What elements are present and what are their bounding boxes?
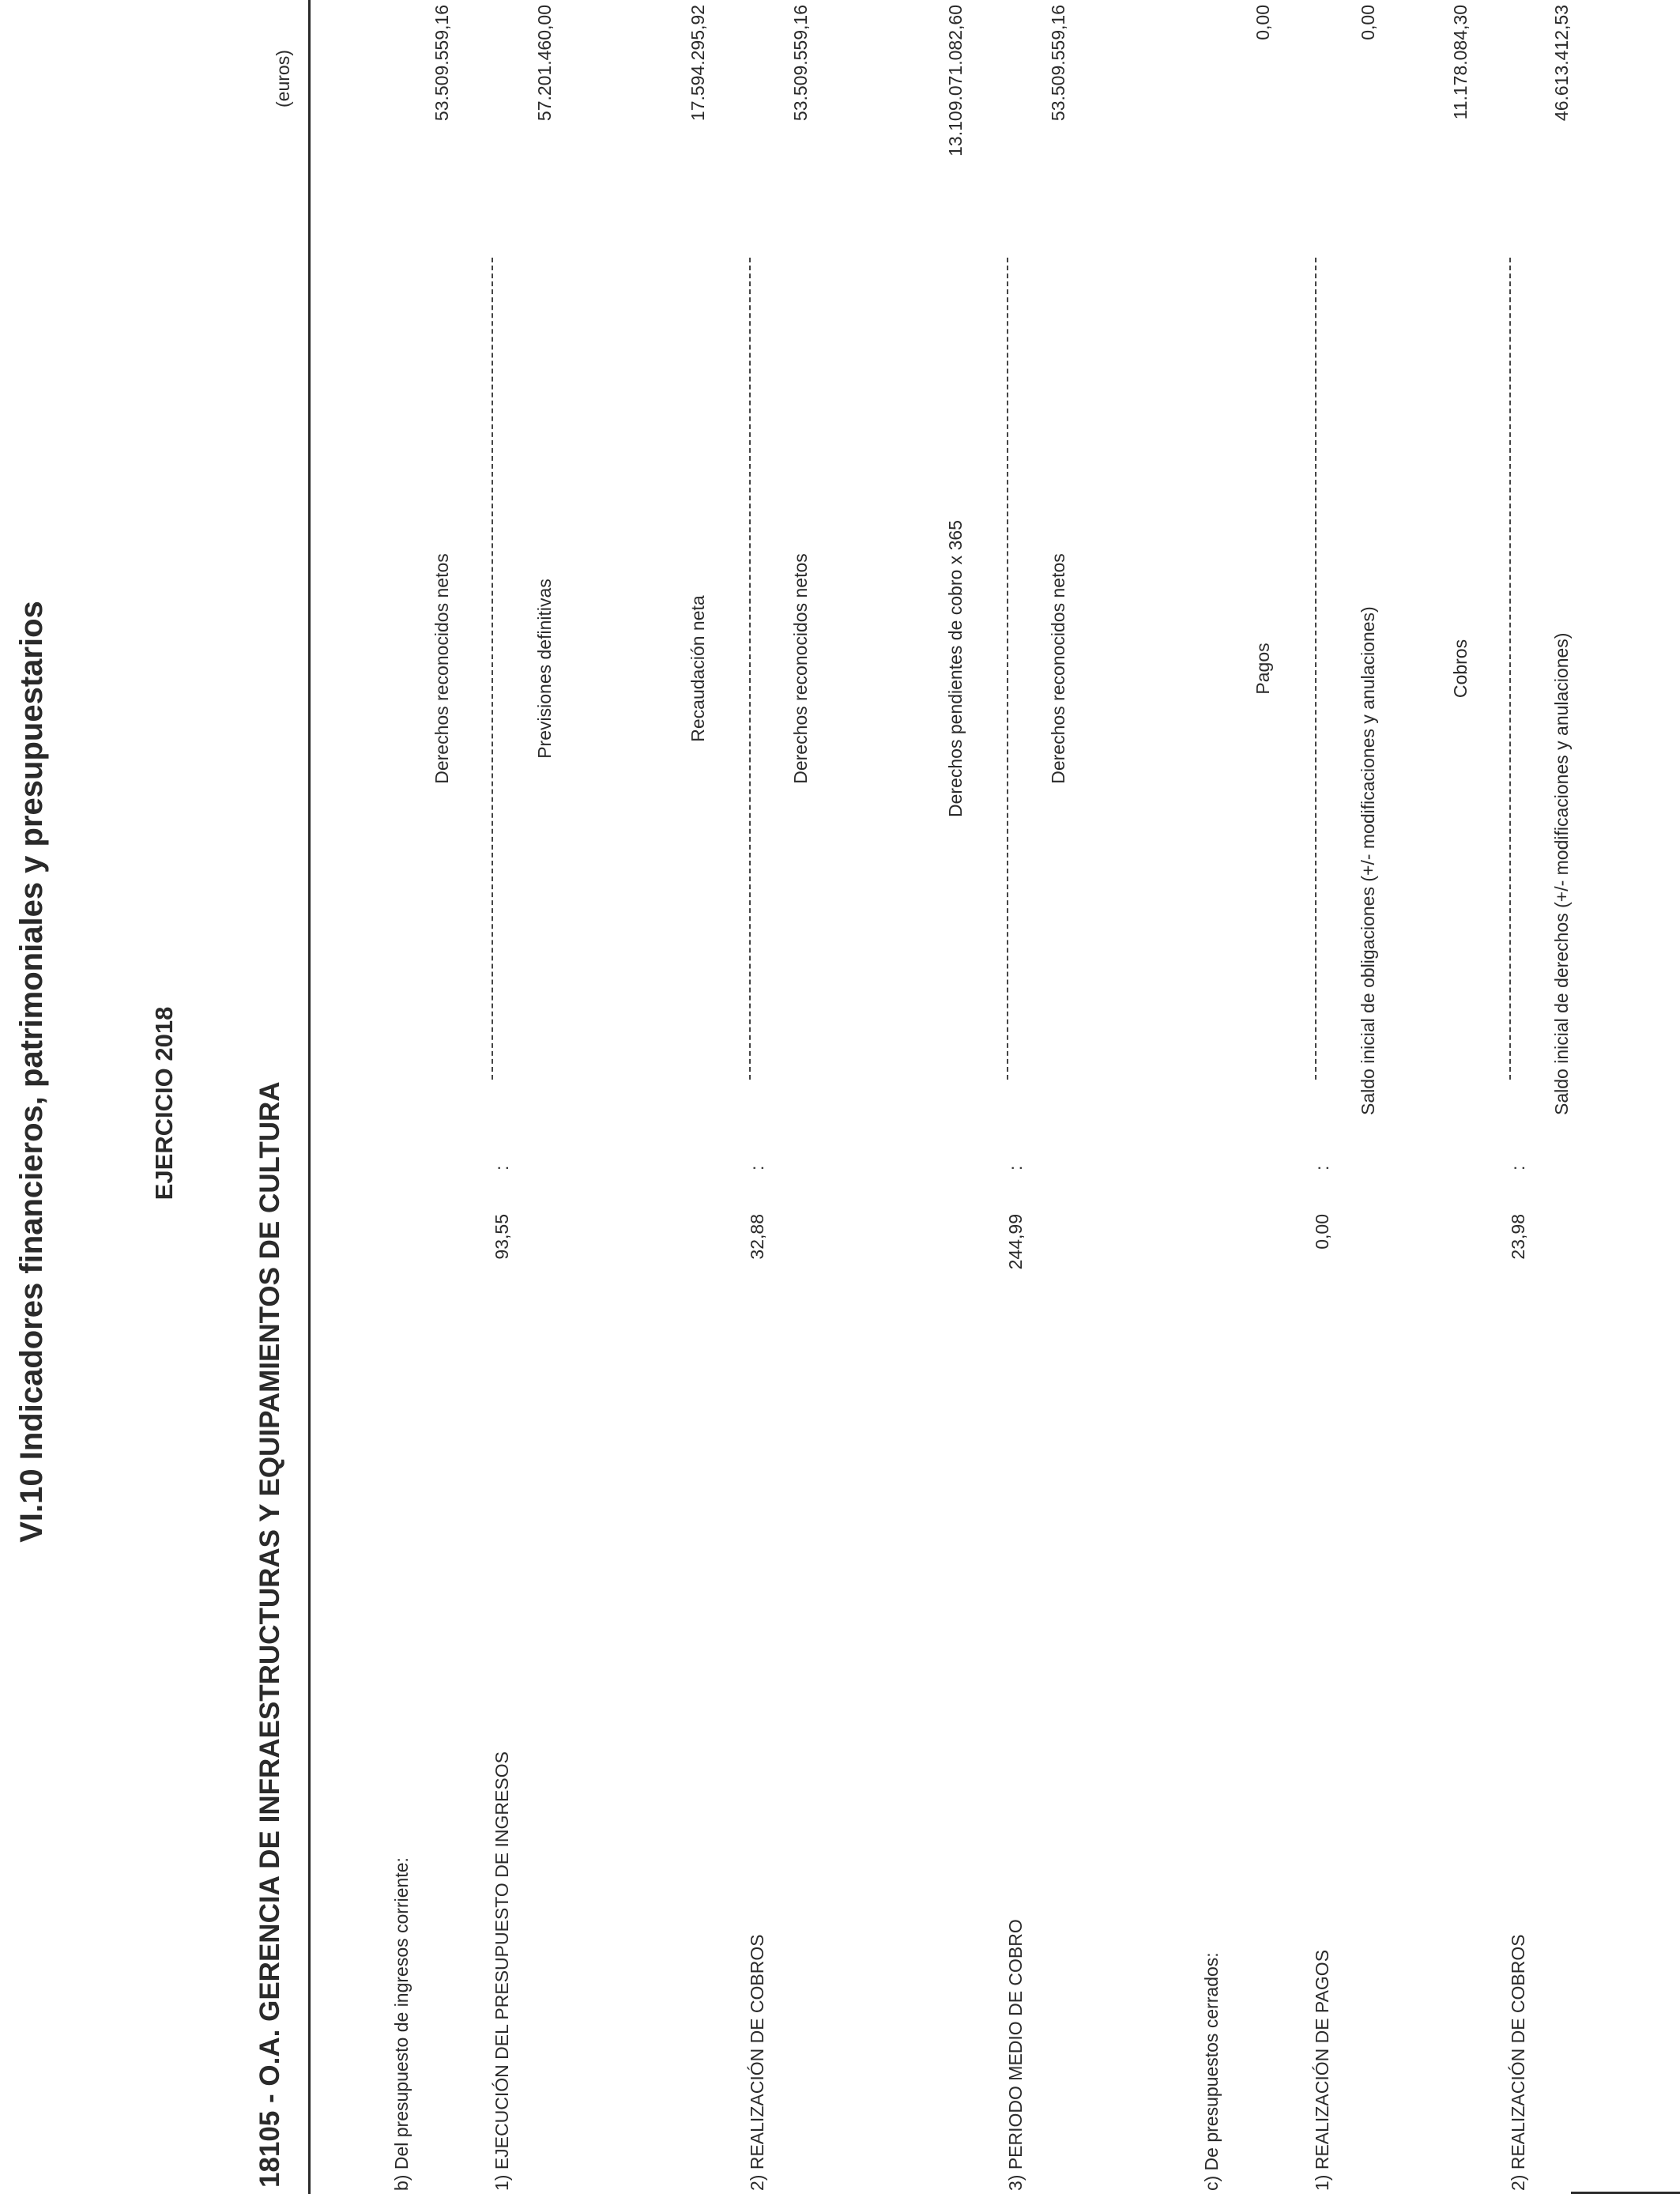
- currency-unit: (euros): [273, 50, 293, 107]
- denominator-label: Saldo inicial de obligaciones (+/- modificaciones y anulaciones): [1358, 606, 1378, 1115]
- numerator-value: 53.509.559,16: [431, 5, 452, 122]
- fraction-line: [1007, 258, 1008, 1080]
- fraction-line: [492, 258, 493, 1080]
- numerator-label: Pagos: [1252, 643, 1273, 695]
- indicator-value: 244,99: [1005, 1214, 1026, 1270]
- denominator-label: Saldo inicial de derechos (+/- modificaciones y anulaciones): [1551, 632, 1572, 1115]
- denominator-value: 53.509.559,16: [1048, 5, 1068, 122]
- indicator-separator: :: [747, 1165, 767, 1171]
- numerator-label: Derechos reconocidos netos: [431, 553, 452, 784]
- indicator-label: 2) REALIZACIÓN DE COBROS: [747, 1934, 767, 2191]
- indicator-separator: :: [1508, 1165, 1528, 1171]
- denominator-label: Derechos reconocidos netos: [790, 553, 811, 784]
- document-title: VI.10 Indicadores financieros, patrimoniales y presupuestarios: [14, 601, 49, 1543]
- denominator-label: Previsiones definitivas: [534, 579, 555, 759]
- entity-name: 18105 - O.A. GERENCIA DE INFRAESTRUCTURAS Y EQUIPAMIENTOS DE CULTURA: [254, 1081, 285, 2188]
- numerator-label: Derechos pendientes de cobro x 365: [945, 520, 966, 817]
- header-rule: [308, 0, 311, 2194]
- exercise-year: EJERCICIO 2018: [150, 1006, 178, 1201]
- indicator-separator: :: [492, 1165, 512, 1171]
- denominator-value: 53.509.559,16: [790, 5, 811, 122]
- section-heading: c) De presupuestos cerrados:: [1201, 1952, 1222, 2191]
- indicator-separator: :: [1312, 1165, 1332, 1171]
- denominator-value: 0,00: [1358, 5, 1378, 40]
- fraction-line: [1315, 258, 1317, 1080]
- section-heading: b) Del presupuesto de ingresos corriente:: [391, 1857, 412, 2191]
- fraction-line: [749, 258, 751, 1080]
- indicator-label: 3) PERIODO MEDIO DE COBRO: [1005, 1919, 1026, 2191]
- denominator-value: 57.201.460,00: [534, 5, 555, 122]
- indicator-value: 23,98: [1508, 1214, 1528, 1260]
- numerator-label: Cobros: [1450, 639, 1471, 699]
- indicator-value: 32,88: [747, 1214, 767, 1260]
- indicator-value: 0,00: [1312, 1214, 1332, 1250]
- denominator-label: Derechos reconocidos netos: [1048, 553, 1068, 784]
- fraction-line: [1509, 258, 1511, 1080]
- numerator-value: 17.594.295,92: [687, 5, 708, 122]
- indicator-label: 1) EJECUCIÓN DEL PRESUPUESTO DE INGRESOS: [492, 1751, 512, 2191]
- denominator-value: 46.613.412,53: [1551, 5, 1572, 122]
- indicator-value: 93,55: [492, 1214, 512, 1260]
- indicator-separator: :: [1005, 1165, 1026, 1171]
- indicator-label: 1) REALIZACIÓN DE PAGOS: [1312, 1949, 1332, 2191]
- numerator-value: 13.109.071.082,60: [945, 5, 966, 156]
- numerator-label: Recaudación neta: [687, 595, 708, 742]
- indicator-label: 2) REALIZACIÓN DE COBROS: [1508, 1934, 1528, 2191]
- numerator-value: 0,00: [1252, 5, 1273, 40]
- numerator-value: 11.178.084,30: [1450, 5, 1471, 120]
